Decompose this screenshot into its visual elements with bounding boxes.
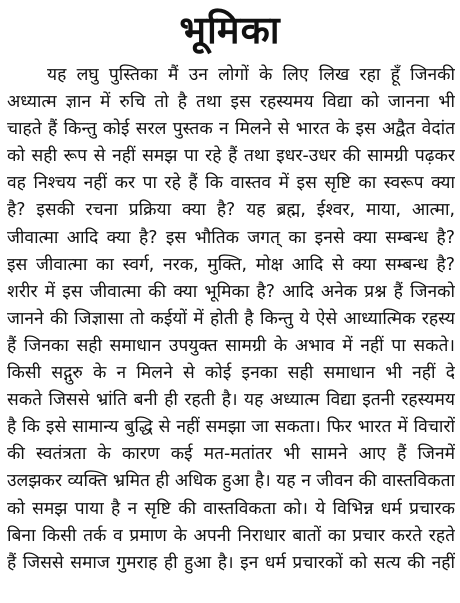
text-line: है कि इसे सामान्य बुद्धि से नहीं समझा जा सकता। फिर भारत में विचारों [7, 417, 455, 438]
text-line: शरीर में इस जीवात्मा की क्या भूमिका है? आदि अनेक प्रश्न हैं जिनको [7, 281, 455, 302]
text-line: चाहते हैं किन्तु कोई सरल पुस्तक न मिलने से भारत के इस अद्वैत वेदांत [7, 119, 455, 140]
text-line: सकते जिससे भ्रांति बनी ही रहती है। यह अध्यात्म विद्या इतनी रहस्यमय [7, 390, 455, 411]
text-line: जीवात्मा आदि क्या है? इस भौतिक जगत् का इनसे क्या सम्बन्ध है? [7, 227, 455, 248]
text-line: उलझकर व्यक्ति भ्रमित ही अधिक हुआ है। यह न जीवन की वास्तविकता [7, 471, 455, 492]
text-line: हैं जिससे समाज गुमराह ही हुआ है। इन धर्म प्रचारकों को सत्य की नहीं [7, 552, 455, 573]
text-line: इस जीवात्मा का स्वर्ग, नरक, मुक्ति, मोक्ष आदि से क्या सम्बन्ध है? [7, 254, 455, 275]
text-line: है? इसकी रचना प्रक्रिया क्या है? यह ब्रह्म, ईश्वर, माया, आत्मा, [7, 200, 455, 221]
text-line: जानने की जिज्ञासा तो कईयों में होती है किन्तु ये ऐसे आध्यात्मिक रहस्य [7, 308, 455, 329]
text-line: को सही रूप से नहीं समझ पा रहे हैं तथा इधर-उधर की सामग्री पढ़कर [7, 146, 455, 167]
text-line: की स्वतंत्रता के कारण कई मत-मतांतर भी सामने आए हैं जिनमें [7, 444, 455, 465]
text-line: अध्यात्म ज्ञान में रुचि तो है तथा इस रहस्यमय विद्या को जानना भी [7, 92, 455, 113]
body-text [7, 62, 455, 577]
text-line: हैं जिनका सही समाधान उपयुक्त सामग्री के अभाव में नहीं पा सकते। [7, 335, 455, 356]
page-title: भूमिका [179, 8, 281, 52]
text-line: यह लघु पुस्तिका मैं उन लोगों के लिए लिख रहा हूँ जिनकी [47, 65, 455, 85]
text-line: किसी सद्गुरु के न मिलने से कोई इनका सही समाधान भी नहीं दे [7, 363, 455, 384]
text-line: बिना किसी तर्क व प्रमाण के अपनी निराधार बातों का प्रचार करते रहते [7, 525, 455, 546]
text-line: को समझ पाया है न सृष्टि की वास्तविकता को। ये विभिन्न धर्म प्रचारक [7, 498, 455, 519]
text-line: वह निश्चय नहीं कर पा रहे हैं कि वास्तव में इस सृष्टि का स्वरूप क्या [7, 173, 455, 194]
